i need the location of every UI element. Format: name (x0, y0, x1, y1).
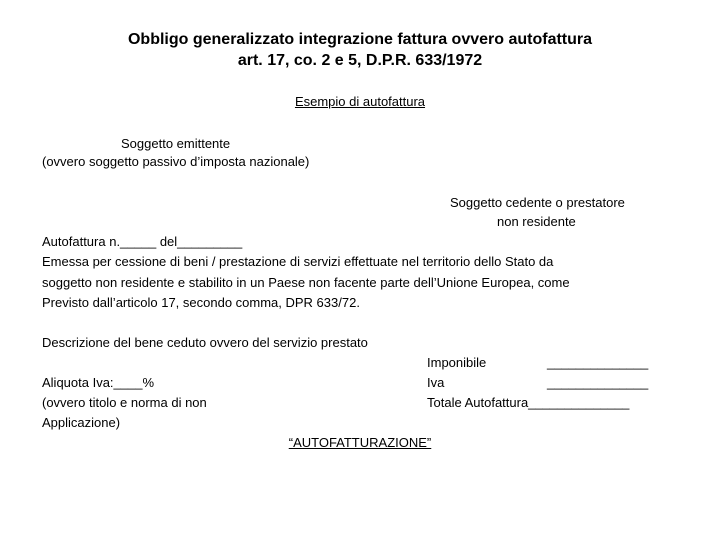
supplier-note: non residente (497, 214, 576, 229)
invoice-text-line: soggetto non residente e stabilito in un Paese non facente parte dell’Unione Europea, come (42, 275, 570, 290)
invoice-text-line: Previsto dall’articolo 17, secondo comma, DPR 633/72. (42, 295, 360, 310)
document-title-line-1: Obbligo generalizzato integrazione fattura ovvero autofattura (127, 31, 593, 48)
aliquota-note-line: Applicazione) (42, 415, 121, 430)
aliquota-note-line: (ovvero titolo e norma di non (42, 395, 207, 410)
invoice-number-line: Autofattura n._____ del_________ (42, 234, 243, 249)
iva-blank: ______________ (547, 375, 649, 390)
document-subtitle: Esempio di autofattura (294, 94, 426, 109)
invoice-text-line: Emessa per cessione di beni / prestazione di servizi effettuate nel territorio dello Stato da (42, 254, 554, 269)
document-title-line-2: art. 17, co. 2 e 5, D.P.R. 633/1972 (237, 52, 483, 69)
supplier-label: Soggetto cedente o prestatore (450, 195, 625, 210)
totale-autofattura-line: Totale Autofattura______________ (427, 395, 630, 410)
imponibile-blank: ______________ (547, 355, 649, 370)
autofatturazione-label: “AUTOFATTURAZIONE” (288, 435, 432, 450)
description-line: Descrizione del bene ceduto ovvero del servizio prestato (42, 335, 368, 350)
iva-label: Iva (427, 375, 445, 390)
emitter-label: Soggetto emittente (121, 136, 231, 151)
aliquota-line: Aliquota Iva:____% (42, 375, 155, 390)
emitter-note: (ovvero soggetto passivo d’imposta nazionale) (42, 154, 310, 169)
imponibile-label: Imponibile (427, 355, 487, 370)
